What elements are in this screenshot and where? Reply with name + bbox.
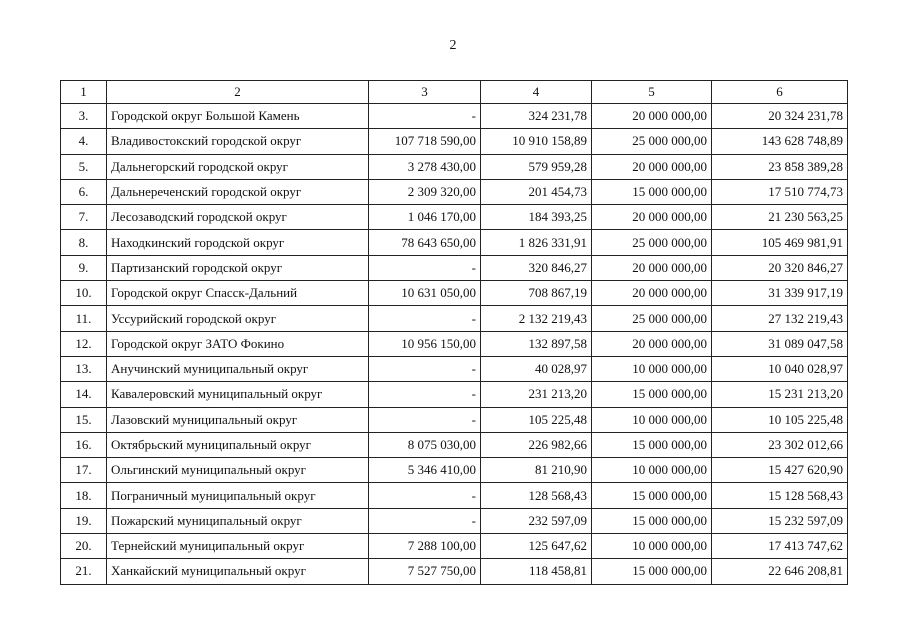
- row-index-cell: 16.: [61, 432, 107, 457]
- column-number-cell: 6: [712, 81, 848, 104]
- amount-col4-cell: 125 647,62: [481, 534, 592, 559]
- column-number-cell: 5: [592, 81, 712, 104]
- column-number-cell: 1: [61, 81, 107, 104]
- amount-col5-cell: 20 000 000,00: [592, 154, 712, 179]
- amount-col4-cell: 105 225,48: [481, 407, 592, 432]
- total-amount-cell: 27 132 219,43: [712, 306, 848, 331]
- amount-col3-cell: -: [369, 356, 481, 381]
- municipality-name-cell: Пограничный муниципальный округ: [107, 483, 369, 508]
- table-row: [61, 382, 848, 407]
- amount-col3-cell: -: [369, 508, 481, 533]
- municipality-name-cell: Ханкайский муниципальный округ: [107, 559, 369, 584]
- amount-col5-cell: 25 000 000,00: [592, 230, 712, 255]
- total-amount-cell: 20 324 231,78: [712, 104, 848, 129]
- row-index-cell: 18.: [61, 483, 107, 508]
- municipality-name-cell: Кавалеровский муниципальный округ: [107, 382, 369, 407]
- amount-col5-cell: 10 000 000,00: [592, 534, 712, 559]
- amount-col4-cell: 231 213,20: [481, 382, 592, 407]
- amount-col3-cell: 3 278 430,00: [369, 154, 481, 179]
- row-index-cell: 9.: [61, 255, 107, 280]
- table-row: [61, 508, 848, 533]
- table-row: [61, 306, 848, 331]
- amount-col5-cell: 20 000 000,00: [592, 331, 712, 356]
- municipality-name-cell: Городской округ ЗАТО Фокино: [107, 331, 369, 356]
- total-amount-cell: 15 427 620,90: [712, 458, 848, 483]
- municipality-name-cell: Лазовский муниципальный округ: [107, 407, 369, 432]
- row-index-cell: 17.: [61, 458, 107, 483]
- amount-col4-cell: 232 597,09: [481, 508, 592, 533]
- row-index-cell: 15.: [61, 407, 107, 432]
- amount-col3-cell: -: [369, 255, 481, 280]
- municipality-name-cell: Дальнегорский городской округ: [107, 154, 369, 179]
- row-index-cell: 6.: [61, 179, 107, 204]
- amount-col4-cell: 128 568,43: [481, 483, 592, 508]
- amount-col3-cell: 10 631 050,00: [369, 281, 481, 306]
- column-number-cell: 4: [481, 81, 592, 104]
- table-row: [61, 356, 848, 381]
- amount-col4-cell: 10 910 158,89: [481, 129, 592, 154]
- column-number-row: [61, 81, 848, 104]
- municipality-name-cell: Уссурийский городской округ: [107, 306, 369, 331]
- total-amount-cell: 23 858 389,28: [712, 154, 848, 179]
- amount-col3-cell: 8 075 030,00: [369, 432, 481, 457]
- amount-col5-cell: 15 000 000,00: [592, 508, 712, 533]
- table-row: [61, 179, 848, 204]
- total-amount-cell: 10 040 028,97: [712, 356, 848, 381]
- row-index-cell: 21.: [61, 559, 107, 584]
- amount-col5-cell: 15 000 000,00: [592, 432, 712, 457]
- amount-col5-cell: 10 000 000,00: [592, 407, 712, 432]
- table-row: [61, 230, 848, 255]
- table-row: [61, 104, 848, 129]
- row-index-cell: 5.: [61, 154, 107, 179]
- total-amount-cell: 10 105 225,48: [712, 407, 848, 432]
- row-index-cell: 20.: [61, 534, 107, 559]
- row-index-cell: 4.: [61, 129, 107, 154]
- municipality-name-cell: Владивостокский городской округ: [107, 129, 369, 154]
- amount-col4-cell: 320 846,27: [481, 255, 592, 280]
- table-row: [61, 483, 848, 508]
- amount-col3-cell: -: [369, 382, 481, 407]
- table-row: [61, 407, 848, 432]
- amount-col5-cell: 10 000 000,00: [592, 458, 712, 483]
- amount-col5-cell: 20 000 000,00: [592, 255, 712, 280]
- municipality-name-cell: Анучинский муниципальный округ: [107, 356, 369, 381]
- total-amount-cell: 15 128 568,43: [712, 483, 848, 508]
- municipality-name-cell: Тернейский муниципальный округ: [107, 534, 369, 559]
- amount-col4-cell: 118 458,81: [481, 559, 592, 584]
- amount-col5-cell: 25 000 000,00: [592, 129, 712, 154]
- amount-col3-cell: 78 643 650,00: [369, 230, 481, 255]
- column-number-cell: 3: [369, 81, 481, 104]
- amount-col4-cell: 40 028,97: [481, 356, 592, 381]
- municipality-name-cell: Пожарский муниципальный округ: [107, 508, 369, 533]
- amount-col3-cell: 107 718 590,00: [369, 129, 481, 154]
- column-number-cell: 2: [107, 81, 369, 104]
- amount-col4-cell: 226 982,66: [481, 432, 592, 457]
- row-index-cell: 19.: [61, 508, 107, 533]
- amount-col5-cell: 15 000 000,00: [592, 559, 712, 584]
- row-index-cell: 7.: [61, 205, 107, 230]
- total-amount-cell: 23 302 012,66: [712, 432, 848, 457]
- total-amount-cell: 17 510 774,73: [712, 179, 848, 204]
- amount-col4-cell: 579 959,28: [481, 154, 592, 179]
- table-row: [61, 458, 848, 483]
- total-amount-cell: 22 646 208,81: [712, 559, 848, 584]
- amount-col3-cell: 7 288 100,00: [369, 534, 481, 559]
- table-row: [61, 534, 848, 559]
- municipality-name-cell: Партизанский городской округ: [107, 255, 369, 280]
- row-index-cell: 3.: [61, 104, 107, 129]
- amount-col3-cell: -: [369, 407, 481, 432]
- amount-col3-cell: -: [369, 483, 481, 508]
- amount-col3-cell: 2 309 320,00: [369, 179, 481, 204]
- row-index-cell: 10.: [61, 281, 107, 306]
- total-amount-cell: 17 413 747,62: [712, 534, 848, 559]
- municipality-name-cell: Городской округ Спасск-Дальний: [107, 281, 369, 306]
- total-amount-cell: 31 339 917,19: [712, 281, 848, 306]
- amount-col4-cell: 184 393,25: [481, 205, 592, 230]
- amount-col3-cell: 10 956 150,00: [369, 331, 481, 356]
- municipality-name-cell: Ольгинский муниципальный округ: [107, 458, 369, 483]
- row-index-cell: 13.: [61, 356, 107, 381]
- table-row: [61, 255, 848, 280]
- row-index-cell: 12.: [61, 331, 107, 356]
- amount-col4-cell: 1 826 331,91: [481, 230, 592, 255]
- total-amount-cell: 31 089 047,58: [712, 331, 848, 356]
- amount-col5-cell: 20 000 000,00: [592, 205, 712, 230]
- amount-col5-cell: 15 000 000,00: [592, 382, 712, 407]
- amount-col3-cell: 1 046 170,00: [369, 205, 481, 230]
- amount-col5-cell: 25 000 000,00: [592, 306, 712, 331]
- municipality-name-cell: Дальнереченский городской округ: [107, 179, 369, 204]
- amount-col3-cell: -: [369, 306, 481, 331]
- table-row: [61, 154, 848, 179]
- total-amount-cell: 15 231 213,20: [712, 382, 848, 407]
- municipality-name-cell: Октябрьский муниципальный округ: [107, 432, 369, 457]
- amount-col4-cell: 324 231,78: [481, 104, 592, 129]
- amount-col3-cell: -: [369, 104, 481, 129]
- municipality-name-cell: Лесозаводский городской округ: [107, 205, 369, 230]
- amount-col3-cell: 5 346 410,00: [369, 458, 481, 483]
- row-index-cell: 11.: [61, 306, 107, 331]
- amount-col5-cell: 10 000 000,00: [592, 356, 712, 381]
- municipality-name-cell: Находкинский городской округ: [107, 230, 369, 255]
- page-number: 2: [449, 38, 457, 53]
- amount-col5-cell: 15 000 000,00: [592, 179, 712, 204]
- total-amount-cell: 20 320 846,27: [712, 255, 848, 280]
- amount-col4-cell: 132 897,58: [481, 331, 592, 356]
- amount-col5-cell: 20 000 000,00: [592, 104, 712, 129]
- table-row: [61, 129, 848, 154]
- table-row: [61, 281, 848, 306]
- amount-col4-cell: 708 867,19: [481, 281, 592, 306]
- table-row: [61, 331, 848, 356]
- total-amount-cell: 15 232 597,09: [712, 508, 848, 533]
- amount-col4-cell: 201 454,73: [481, 179, 592, 204]
- table-row: [61, 559, 848, 584]
- amount-col4-cell: 2 132 219,43: [481, 306, 592, 331]
- total-amount-cell: 21 230 563,25: [712, 205, 848, 230]
- municipality-name-cell: Городской округ Большой Камень: [107, 104, 369, 129]
- table-row: [61, 205, 848, 230]
- total-amount-cell: 143 628 748,89: [712, 129, 848, 154]
- total-amount-cell: 105 469 981,91: [712, 230, 848, 255]
- amount-col5-cell: 20 000 000,00: [592, 281, 712, 306]
- amount-col3-cell: 7 527 750,00: [369, 559, 481, 584]
- table-row: [61, 432, 848, 457]
- municipal-allocations-table: [60, 80, 848, 585]
- row-index-cell: 8.: [61, 230, 107, 255]
- row-index-cell: 14.: [61, 382, 107, 407]
- amount-col5-cell: 15 000 000,00: [592, 483, 712, 508]
- amount-col4-cell: 81 210,90: [481, 458, 592, 483]
